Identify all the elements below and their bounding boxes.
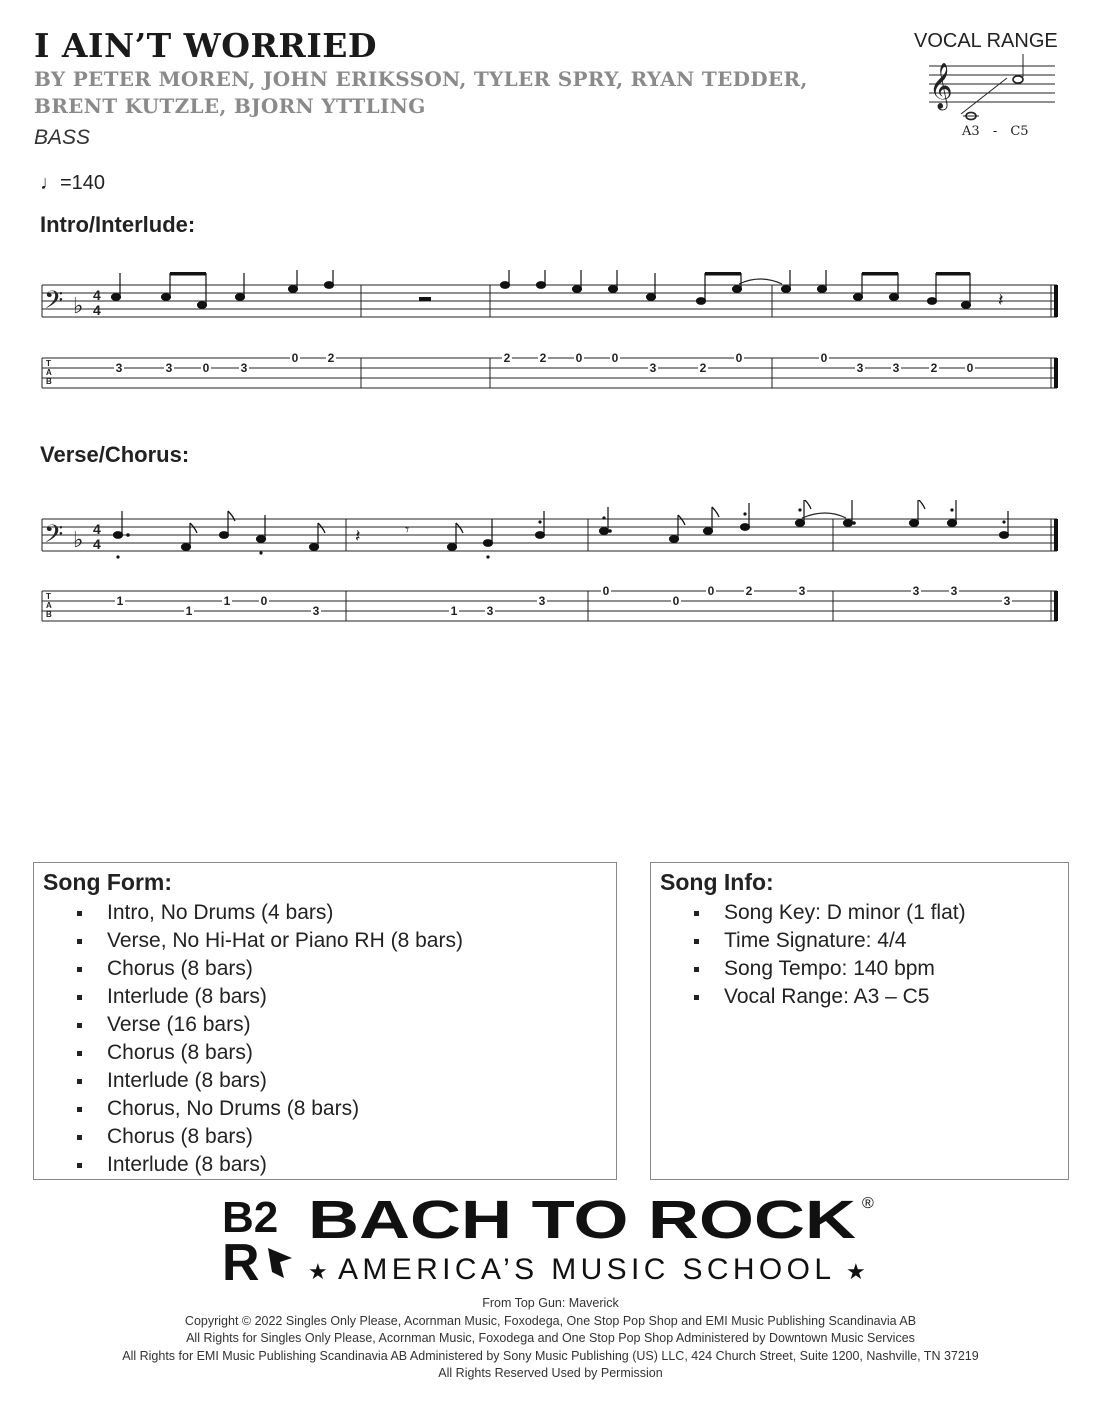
logo-star-left: ★	[308, 1259, 328, 1284]
list-item-text: Interlude (8 bars)	[107, 1153, 267, 1176]
tab-fret-number: 1	[185, 604, 193, 618]
tab-fret-number: 3	[538, 594, 546, 608]
tab-fret-number: 3	[892, 361, 900, 375]
tab-fret-number: 2	[745, 584, 753, 598]
time-signature-top: 4	[93, 287, 101, 303]
list-item-text: Chorus (8 bars)	[107, 1041, 253, 1064]
tab-fret-number: 0	[820, 351, 828, 365]
tab-fret-number: 3	[312, 604, 320, 618]
vocal-range-dash: -	[992, 124, 998, 139]
intro-tab-frets	[114, 351, 975, 375]
list-item-text: Chorus, No Drums (8 bars)	[107, 1097, 360, 1120]
bass-clef-icon: 𝄢	[44, 287, 64, 320]
footer-line: All Rights for Singles Only Please, Acornman Music, Foxodega and One Stop Pop Shop Administered by Downtown Music Services	[186, 1331, 915, 1345]
tab-fret-number: 2	[930, 361, 938, 375]
treble-clef-icon: 𝄞	[929, 64, 953, 108]
tab-fret-number: 1	[116, 594, 124, 608]
tab-letter-t: T	[46, 592, 51, 601]
list-item	[34, 1011, 463, 1039]
song-title: I AIN’T WORRIED	[34, 26, 378, 65]
list-item	[651, 983, 966, 1011]
quarter-rest-icon: 𝄽	[355, 526, 361, 546]
tab-fret-number: 3	[240, 361, 248, 375]
tab-fret-number: 1	[223, 594, 231, 608]
tab-fret-number: 3	[950, 584, 958, 598]
verse-notation	[0, 500, 1101, 630]
list-item-text: Verse, No Hi-Hat or Piano RH (8 bars)	[107, 929, 463, 952]
vocal-range-label: VOCAL RANGE	[914, 30, 1058, 52]
tab-fret-number: 1	[450, 604, 458, 618]
bullet-icon	[694, 967, 699, 972]
tab-fret-number: 3	[798, 584, 806, 598]
bullet-icon	[77, 1163, 82, 1168]
logo-mark-top: B2	[222, 1193, 279, 1242]
tempo-value: =140	[60, 172, 106, 194]
tab-fret-number: 0	[291, 351, 299, 365]
eighth-rest-icon: 𝄾	[405, 522, 410, 539]
list-item	[34, 1039, 463, 1067]
quarter-rest-icon: 𝄽	[998, 290, 1004, 310]
list-item	[34, 983, 463, 1011]
song-info-title: Song Info:	[660, 869, 774, 895]
bullet-icon	[77, 911, 82, 916]
tab-fret-number: 3	[486, 604, 494, 618]
tab-fret-number: 3	[912, 584, 920, 598]
bullet-icon	[694, 939, 699, 944]
list-item-text: Intro, No Drums (4 bars)	[107, 901, 334, 924]
tab-fret-number: 0	[707, 584, 715, 598]
vocal-range-staff	[925, 54, 1060, 124]
bullet-icon	[694, 995, 699, 1000]
bullet-icon	[77, 967, 82, 972]
copyright-footer	[0, 1295, 1101, 1383]
instrument-label: BASS	[34, 126, 91, 149]
list-item	[34, 899, 463, 927]
list-item-text: Interlude (8 bars)	[107, 985, 267, 1008]
bullet-icon	[77, 1135, 82, 1140]
song-form-list	[34, 899, 463, 1179]
logo-tagline: AMERICA’S MUSIC SCHOOL	[338, 1253, 834, 1286]
list-item	[34, 1067, 463, 1095]
bass-clef-icon: 𝄢	[44, 521, 64, 554]
tab-fret-number: 0	[260, 594, 268, 608]
list-item	[34, 955, 463, 983]
tab-letter-a: A	[46, 368, 52, 377]
list-item	[651, 955, 966, 983]
vocal-range-notes	[962, 124, 1029, 139]
intro-notation	[0, 270, 1101, 400]
guitarist-icon	[268, 1248, 292, 1278]
list-item-text: Chorus (8 bars)	[107, 957, 253, 980]
list-item	[34, 927, 463, 955]
vocal-range-low: A3	[962, 124, 980, 139]
vocal-range-high: C5	[1010, 124, 1029, 139]
verse-heading: Verse/Chorus:	[40, 442, 190, 467]
tab-letter-b: B	[46, 610, 52, 619]
tab-letter-a: A	[46, 601, 52, 610]
tab-fret-number: 0	[735, 351, 743, 365]
logo-star-right: ★	[846, 1259, 866, 1284]
bullet-icon	[77, 1079, 82, 1084]
list-item	[651, 927, 966, 955]
tempo-marking	[40, 172, 105, 195]
footer-line: All Rights Reserved Used by Permission	[438, 1366, 663, 1380]
tab-fret-number: 2	[327, 351, 335, 365]
logo-brand: BACH TO ROCK	[308, 1192, 856, 1250]
intro-heading: Intro/Interlude:	[40, 212, 196, 237]
flat-icon: ♭	[73, 527, 84, 552]
list-item-text: Vocal Range: A3 – C5	[724, 985, 930, 1008]
list-item-text: Interlude (8 bars)	[107, 1069, 267, 1092]
tab-fret-number: 3	[856, 361, 864, 375]
tab-fret-number: 2	[699, 361, 707, 375]
list-item	[34, 1123, 463, 1151]
list-item-text: Verse (16 bars)	[107, 1013, 251, 1036]
list-item-text: Song Tempo: 140 bpm	[724, 957, 935, 980]
tab-letter-t: T	[46, 359, 51, 368]
song-info-box	[650, 862, 1069, 1180]
time-signature-bottom: 4	[93, 536, 101, 552]
logo-mark-bottom: R	[222, 1234, 260, 1288]
tab-fret-number: 0	[202, 361, 210, 375]
bullet-icon	[77, 939, 82, 944]
list-item	[34, 1095, 463, 1123]
time-signature-top: 4	[93, 521, 101, 537]
song-form-box	[33, 862, 617, 1180]
tab-fret-number: 2	[539, 351, 547, 365]
tab-fret-number: 0	[672, 594, 680, 608]
tab-fret-number: 2	[503, 351, 511, 365]
flat-icon: ♭	[73, 293, 84, 318]
bullet-icon	[77, 1051, 82, 1056]
tab-fret-number: 3	[165, 361, 173, 375]
footer-line: Copyright © 2022 Singles Only Please, Acornman Music, Foxodega, One Stop Pop Shop and EMI Music Publishing Scandinavia AB	[184, 1313, 917, 1328]
list-item-text: Chorus (8 bars)	[107, 1125, 253, 1148]
bullet-icon	[77, 1023, 82, 1028]
tab-fret-number: 3	[1003, 594, 1011, 608]
list-item	[34, 1151, 463, 1179]
tab-fret-number: 0	[602, 584, 610, 598]
bullet-icon	[77, 1107, 82, 1112]
footer-line: All Rights for EMI Music Publishing Scandinavia AB Administered by Sony Music Publishing (US) LLC, 424 Church Street, Suite 1200, Nashville, TN 37219	[122, 1348, 979, 1363]
list-item-text: Song Key: D minor (1 flat)	[724, 901, 966, 924]
song-authors: BY PETER MOREN, JOHN ERIKSSON, TYLER SPRY, RYAN TEDDER, BRENT KUTZLE, BJORN YTTLING	[34, 67, 808, 118]
bullet-icon	[694, 911, 699, 916]
tab-fret-number: 3	[115, 361, 123, 375]
registered-mark: ®	[862, 1195, 874, 1212]
tab-letter-b: B	[46, 377, 52, 386]
song-form-title: Song Form:	[43, 869, 173, 895]
tab-fret-number: 3	[649, 361, 657, 375]
tab-fret-number: 0	[966, 361, 974, 375]
tab-fret-number: 0	[575, 351, 583, 365]
bullet-icon	[77, 995, 82, 1000]
song-info-list	[651, 899, 966, 1011]
list-item	[651, 899, 966, 927]
footer-line: From Top Gun: Maverick	[482, 1296, 619, 1310]
time-signature-bottom: 4	[93, 302, 101, 318]
tab-fret-number: 0	[611, 351, 619, 365]
list-item-text: Time Signature: 4/4	[724, 929, 907, 952]
quarter-note-icon: ♩	[40, 172, 60, 194]
bach-to-rock-logo	[222, 1192, 882, 1288]
